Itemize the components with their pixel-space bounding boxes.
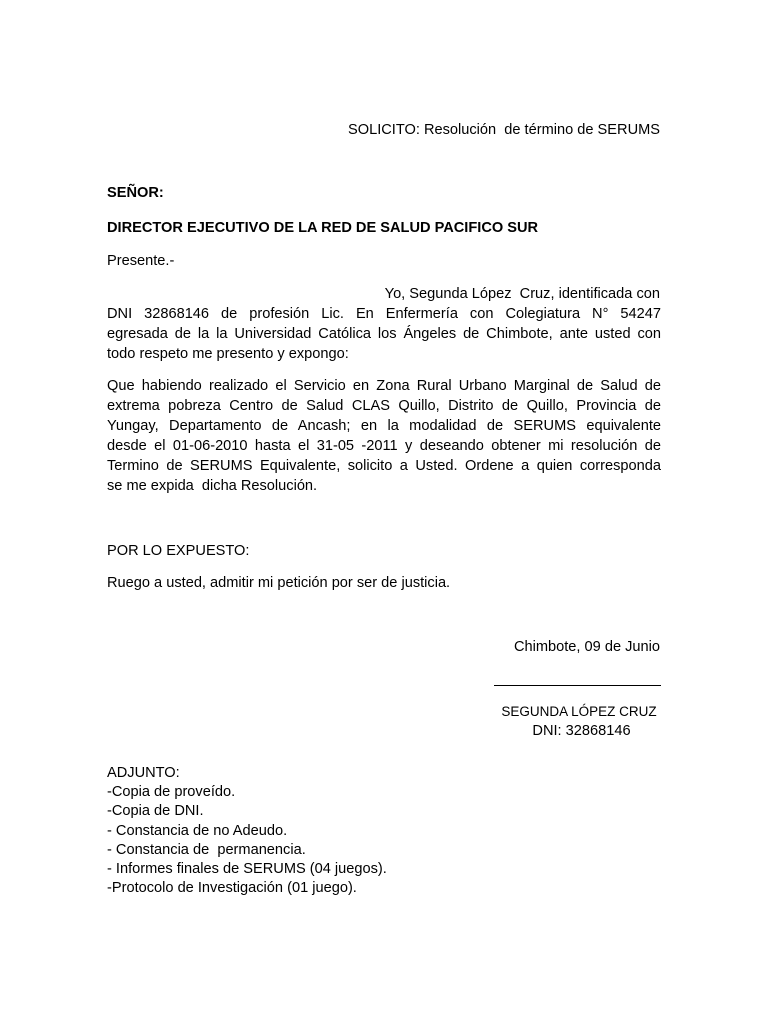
signature-name: SEGUNDA LÓPEZ CRUZ bbox=[501, 704, 657, 719]
addressee: DIRECTOR EJECUTIVO DE LA RED DE SALUD PACIFICO SUR bbox=[107, 220, 539, 236]
adjunto-item: - Informes finales de SERUMS (04 juegos). bbox=[107, 861, 387, 877]
adjunto-item: - Constancia de no Adeudo. bbox=[107, 823, 288, 839]
body-line-5: Termino de SERUMS Equivalente, solicito a Usted. Ordene a quien corresponda bbox=[107, 458, 661, 474]
intro-line-2: DNI 32868146 de profesión Lic. En Enfermería con Colegiatura N° 54247 bbox=[107, 306, 661, 322]
body-line-1: Que habiendo realizado el Servicio en Zona Rural Urbano Marginal de Salud de bbox=[107, 378, 661, 394]
por-lo-expuesto: POR LO EXPUESTO: bbox=[107, 543, 250, 559]
signature-line bbox=[494, 685, 661, 686]
body-line-4: desde el 01-06-2010 hasta el 31-05 -2011 y deseando obtener mi resolución de bbox=[107, 438, 661, 454]
adjunto-item: - Constancia de permanencia. bbox=[107, 842, 306, 858]
intro-line-1: Yo, Segunda López Cruz, identificada con bbox=[384, 286, 660, 302]
signature-dni: DNI: 32868146 bbox=[532, 723, 631, 739]
intro-line-4: todo respeto me presento y expongo: bbox=[107, 346, 349, 362]
body-line-6: se me expida dicha Resolución. bbox=[107, 478, 318, 494]
body-line-2: extrema pobreza Centro de Salud CLAS Quillo, Distrito de Quillo, Provincia de bbox=[107, 398, 661, 414]
adjunto-item: -Copia de DNI. bbox=[107, 803, 204, 819]
salutation: SEÑOR: bbox=[107, 185, 164, 201]
adjunto-item: -Protocolo de Investigación (01 juego). bbox=[107, 880, 357, 896]
adjunto-heading: ADJUNTO: bbox=[107, 765, 180, 781]
place-date: Chimbote, 09 de Junio bbox=[513, 639, 660, 655]
ruego-line: Ruego a usted, admitir mi petición por ser de justicia. bbox=[107, 575, 451, 591]
presente-line: Presente.- bbox=[107, 253, 175, 269]
body-line-3: Yungay, Departamento de Ancash; en la modalidad de SERUMS equivalente bbox=[107, 418, 661, 434]
intro-line-3: egresada de la la Universidad Católica los Ángeles de Chimbote, ante usted con bbox=[107, 326, 661, 342]
adjunto-item: -Copia de proveído. bbox=[107, 784, 236, 800]
subject-line: SOLICITO: Resolución de término de SERUMS bbox=[348, 122, 660, 138]
